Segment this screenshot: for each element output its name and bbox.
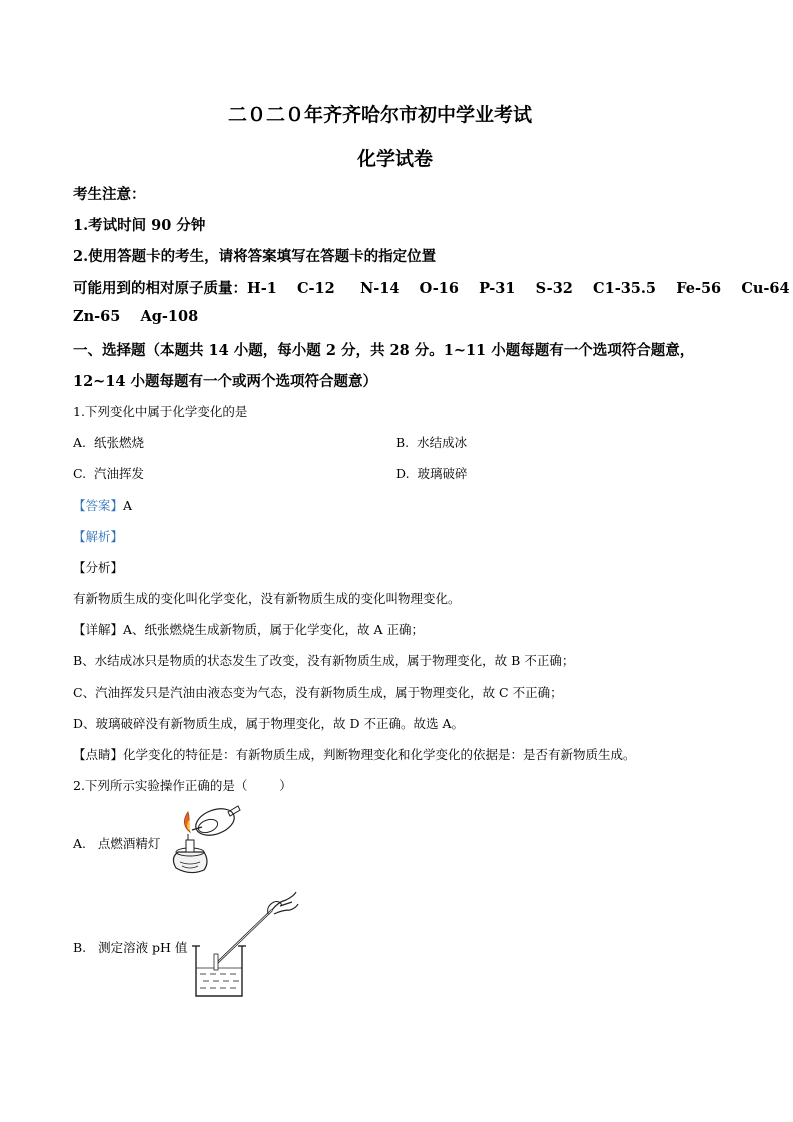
tip [73, 745, 636, 763]
notice-item-1: 1.考试时间 90 分钟 [73, 217, 206, 234]
notice-item-2: 2.使用答题卡的考生，请将答案填写在答题卡的指定位置 [73, 248, 437, 265]
fenxi-tag: 【分析】 [73, 560, 124, 575]
q2-option-a: A. 点燃酒精灯 [73, 836, 161, 851]
detail-d: D、玻璃破碎没有新物质生成，属于物理变化，故 D 不正确。故选 A。 [73, 716, 464, 731]
detail-c: C、汽油挥发只是汽油由液态变为气态，没有新物质生成，属于物理变化，故 C 不正确； [73, 685, 563, 700]
analysis-tag: 【解析】 [73, 529, 124, 544]
tip-tag: 【点睛】 [73, 747, 124, 762]
section-heading-line-1: 一、选择题（本题共 14 小题，每小题 2 分，共 28 分。1~11 小题每题有一个选项符合题意， [73, 342, 695, 359]
detail-b: B、水结成冰只是物质的状态发生了改变，没有新物质生成，属于物理变化，故 B 不正确； [73, 653, 575, 668]
q1-option-c: C. 汽油挥发 [73, 466, 145, 481]
q2-option-b: B. 测定溶液 pH 值 [73, 940, 188, 955]
q1-option-d: D. 玻璃破碎 [396, 466, 468, 481]
tip-text: 化学变化的特征是：有新物质生成，判断物理变化和化学变化的依据是：是否有新物质生成。 [123, 747, 636, 762]
detail-a [73, 620, 424, 638]
answer-tag: 【答案】 [73, 498, 124, 513]
q1-option-b: B. 水结成冰 [396, 435, 468, 450]
section-heading-line-2: 12~14 小题每题有一个或两个选项符合题意） [73, 373, 378, 390]
ph-test-illustration [190, 888, 305, 1003]
q2-stem: 2.下列所示实验操作正确的是（ ） [73, 778, 292, 793]
q1-answer [73, 496, 132, 514]
atomic-masses-line-1: 可能用到的相对原子质量：H-1 C-12 N-14 O-16 P-31 S-32 C1-35.5 Fe-56 Cu-64 [73, 280, 790, 297]
q1-stem: 1.下列变化中属于化学变化的是 [73, 404, 248, 419]
atomic-masses-line-2: Zn-65 Ag-108 [73, 308, 199, 325]
notice-heading: 考生注意： [73, 186, 146, 203]
detail-tag: 【详解】 [73, 622, 124, 637]
alcohol-lamp-lighting-illustration [160, 800, 250, 880]
q1-option-a: A. 纸张燃烧 [73, 435, 144, 450]
exam-subtitle: 化学试卷 [357, 148, 434, 170]
detail-a-text: A、纸张燃烧生成新物质，属于化学变化，故 A 正确； [123, 622, 425, 637]
fenxi-text: 有新物质生成的变化叫化学变化，没有新物质生成的变化叫物理变化。 [73, 591, 461, 606]
exam-title: 二０二０年齐齐哈尔市初中学业考试 [228, 104, 533, 126]
answer-value: A [123, 498, 133, 513]
